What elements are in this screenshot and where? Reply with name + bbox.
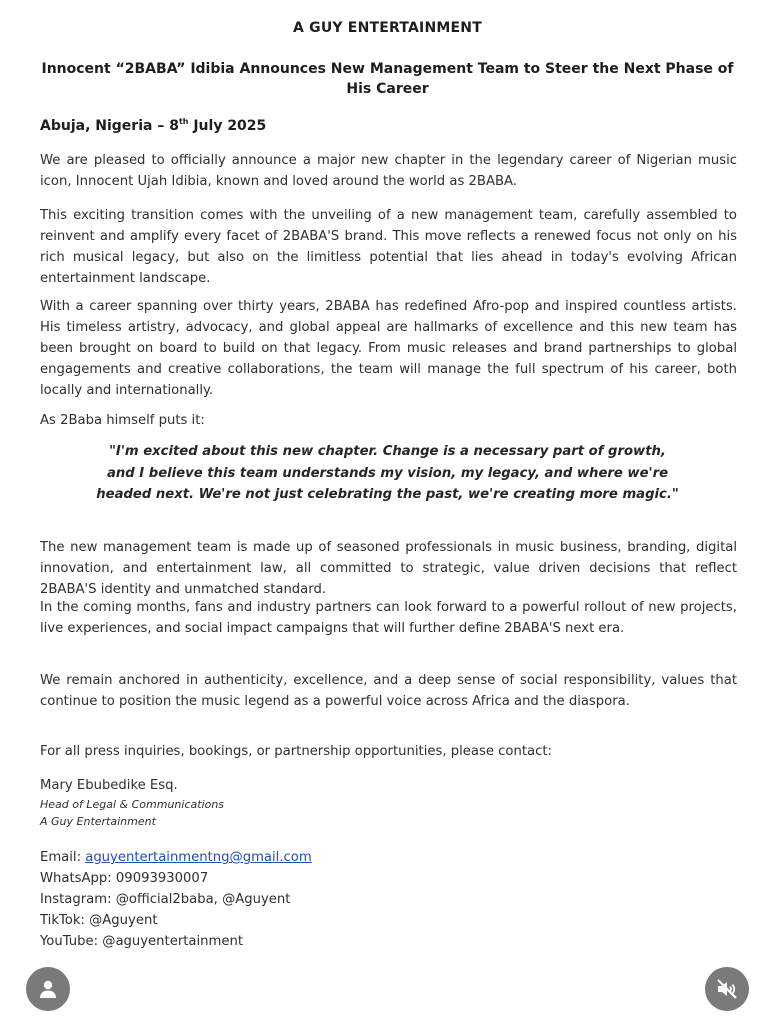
muted-speaker-icon [715, 977, 739, 1001]
paragraph-values: We remain anchored in authenticity, excellence, and a deep sense of social responsibility, values that continue to position the music legend as a powerful voice across Africa and the diaspora. [40, 673, 737, 709]
paragraph-intro: We are pleased to officially announce a major new chapter in the legendary career of Nigerian music icon, Innocent Ujah Idibia, known and loved around the world as 2BABA. [40, 153, 737, 189]
paragraph-transition: This exciting transition comes with the unveiling of a new management team, carefully assembled to reinvent and amplify every facet of 2BABA'S brand. This move reflects a renewed focus not only on his rich musical legacy, but also on the limitless potential that lies ahead in today's evolving African entertainment landscape. [40, 208, 737, 286]
profile-icon [36, 977, 60, 1001]
dateline [40, 117, 266, 134]
dateline-suffix: th [178, 117, 189, 126]
paragraph-contact-intro: For all press inquiries, bookings, or partnership opportunities, please contact: [40, 744, 552, 759]
profile-button[interactable] [26, 967, 70, 1011]
contact-organization: A Guy Entertainment [40, 815, 156, 828]
paragraph-quote-intro: As 2Baba himself puts it: [40, 413, 205, 428]
mute-toggle-button[interactable] [705, 967, 749, 1011]
contact-youtube: YouTube: @aguyentertainment [40, 934, 243, 949]
dateline-place: Abuja, Nigeria – 8 [40, 118, 179, 134]
contact-whatsapp: WhatsApp: 09093930007 [40, 871, 209, 886]
contact-role: Head of Legal & Communications [40, 798, 225, 811]
dateline-rest: July 2025 [188, 118, 267, 134]
organization-header: A GUY ENTERTAINMENT [293, 20, 482, 36]
headline: Innocent “2BABA” Idibia Announces New Management Team to Steer the Next Phase of His Career [41, 61, 734, 97]
email-label: Email: [40, 850, 86, 865]
paragraph-coming-months: In the coming months, fans and industry partners can look forward to a powerful rollout of new projects, live experiences, and social impact campaigns that will further define 2BABA'S next era. [40, 600, 737, 636]
email-link[interactable]: aguyentertainmentng@gmail.com [85, 850, 312, 865]
paragraph-team: The new management team is made up of seasoned professionals in music business, branding, digital innovation, and entertainment law, all committed to strategic, value driven decisions that reflect 2BABA'S identity and unmatched standard. [40, 540, 737, 597]
contact-email-line [40, 850, 312, 865]
contact-tiktok: TikTok: @Aguyent [40, 913, 158, 928]
contact-name: Mary Ebubedike Esq. [40, 778, 178, 793]
contact-instagram: Instagram: @official2baba, @Aguyent [40, 892, 291, 907]
paragraph-career: With a career spanning over thirty years, 2BABA has redefined Afro-pop and inspired countless artists. His timeless artistry, advocacy, and global appeal are hallmarks of excellence and this new team has been brought on board to build on that legacy. From music releases and brand partnerships to global engagements and creative collaborations, the team will manage the full spectrum of his career, both locally and internationally. [40, 299, 737, 398]
quote: "I'm excited about this new chapter. Change is a necessary part of growth, and I believe this team understands my vision, my legacy, and where we're headed next. We're not just celebrating the past, we're creating more magic." [96, 444, 679, 502]
